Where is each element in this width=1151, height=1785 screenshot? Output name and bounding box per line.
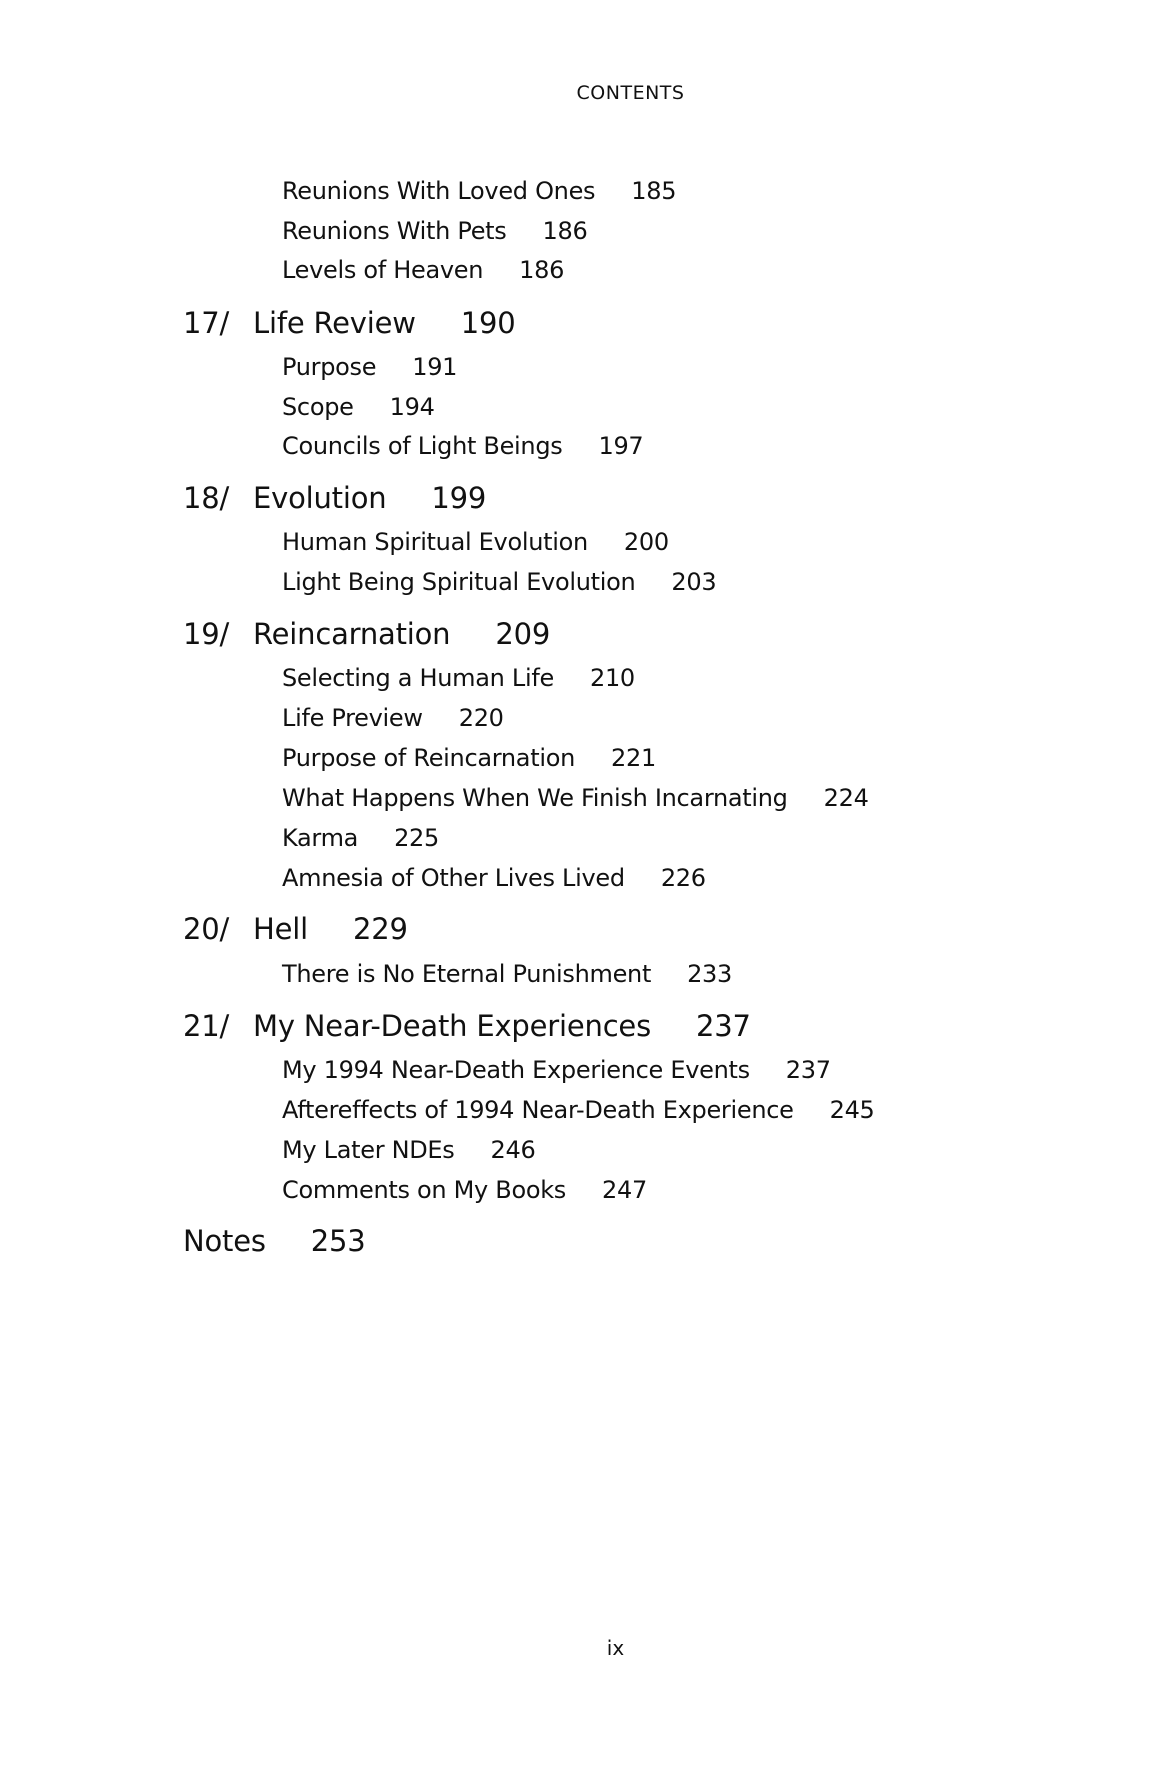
toc-subentry-title: Scope	[282, 393, 354, 421]
toc-chapter-entry[interactable]	[183, 306, 516, 340]
toc-subentry[interactable]	[282, 353, 457, 381]
toc-subentry[interactable]	[282, 960, 732, 988]
toc-subentry-title: Purpose of Reincarnation	[282, 744, 575, 772]
toc-subentry[interactable]	[282, 177, 676, 205]
toc-subentry[interactable]	[282, 784, 869, 812]
toc-subentry-title: Aftereffects of 1994 Near-Death Experience	[282, 1096, 794, 1124]
toc-chapter-page: 190	[460, 306, 516, 340]
toc-subentry-page: 237	[785, 1056, 831, 1084]
toc-chapter-entry[interactable]	[183, 481, 486, 515]
toc-notes-page: 253	[310, 1224, 366, 1258]
toc-subentry-page: 185	[631, 177, 677, 205]
toc-chapter-number: 18/	[183, 481, 230, 515]
page-number: ix	[606, 1636, 625, 1660]
toc-subentry[interactable]	[282, 824, 439, 852]
toc-chapter-page: 199	[431, 481, 487, 515]
toc-subentry-title: My Later NDEs	[282, 1136, 455, 1164]
toc-subentry[interactable]	[282, 256, 564, 284]
toc-subentry-page: 186	[519, 256, 565, 284]
running-head: CONTENTS	[576, 82, 685, 104]
toc-chapter-number: 19/	[183, 617, 230, 651]
toc-subentry-page: 200	[623, 528, 669, 556]
toc-chapter-title: Hell	[253, 912, 308, 946]
toc-chapter-title: Life Review	[253, 306, 416, 340]
toc-chapter-number: 17/	[183, 306, 230, 340]
toc-subentry-page: 194	[389, 393, 435, 421]
toc-subentry[interactable]	[282, 393, 435, 421]
toc-subentry-title: Comments on My Books	[282, 1176, 567, 1204]
toc-subentry-page: 245	[829, 1096, 875, 1124]
toc-subentry[interactable]	[282, 1056, 831, 1084]
toc-subentry[interactable]	[282, 664, 635, 692]
toc-chapter-page: 229	[352, 912, 408, 946]
toc-subentry-page: 191	[412, 353, 458, 381]
toc-subentry-title: Levels of Heaven	[282, 256, 484, 284]
toc-subentry-page: 226	[660, 864, 706, 892]
toc-chapter-entry[interactable]	[183, 1009, 751, 1043]
toc-subentry[interactable]	[282, 1176, 647, 1204]
toc-subentry-page: 210	[589, 664, 635, 692]
toc-subentry-title: Councils of Light Beings	[282, 432, 563, 460]
toc-subentry[interactable]	[282, 744, 656, 772]
toc-subentry-page: 197	[598, 432, 644, 460]
toc-notes-entry[interactable]	[183, 1224, 366, 1258]
toc-subentry-title: Karma	[282, 824, 359, 852]
toc-chapter-number: 20/	[183, 912, 230, 946]
toc-subentry[interactable]	[282, 568, 716, 596]
toc-chapter-entry[interactable]	[183, 617, 550, 651]
toc-subentry[interactable]	[282, 1096, 875, 1124]
toc-subentry[interactable]	[282, 864, 706, 892]
toc-subentry[interactable]	[282, 704, 504, 732]
toc-subentry-title: Reunions With Pets	[282, 217, 507, 245]
toc-subentry-title: There is No Eternal Punishment	[282, 960, 652, 988]
toc-subentry-title: Life Preview	[282, 704, 423, 732]
toc-subentry-page: 203	[671, 568, 717, 596]
toc-subentry-title: Selecting a Human Life	[282, 664, 554, 692]
toc-subentry-title: Human Spiritual Evolution	[282, 528, 588, 556]
toc-subentry-title: My 1994 Near-Death Experience Events	[282, 1056, 750, 1084]
toc-subentry-page: 221	[611, 744, 656, 772]
toc-chapter-title: Evolution	[253, 481, 387, 515]
toc-subentry[interactable]	[282, 1136, 535, 1164]
toc-chapter-page: 237	[695, 1009, 751, 1043]
toc-subentry-page: 220	[458, 704, 504, 732]
toc-subentry-page: 186	[542, 217, 588, 245]
toc-subentry-page: 225	[394, 824, 439, 852]
toc-subentry[interactable]	[282, 528, 669, 556]
toc-subentry-page: 246	[490, 1136, 536, 1164]
toc-subentry-title: What Happens When We Finish Incarnating	[282, 784, 788, 812]
toc-subentry-page: 233	[687, 960, 732, 988]
toc-subentry-title: Purpose	[282, 353, 377, 381]
toc-subentry[interactable]	[282, 217, 587, 245]
toc-subentry-title: Amnesia of Other Lives Lived	[282, 864, 625, 892]
toc-chapter-number: 21/	[183, 1009, 230, 1043]
toc-subentry-page: 247	[602, 1176, 647, 1204]
toc-subentry-title: Light Being Spiritual Evolution	[282, 568, 636, 596]
toc-notes-title: Notes	[183, 1224, 266, 1258]
toc-chapter-page: 209	[495, 617, 551, 651]
toc-subentry-title: Reunions With Loved Ones	[282, 177, 596, 205]
toc-chapter-title: Reincarnation	[253, 617, 451, 651]
toc-subentry[interactable]	[282, 432, 643, 460]
toc-chapter-entry[interactable]	[183, 912, 408, 946]
toc-subentry-page: 224	[823, 784, 869, 812]
toc-chapter-title: My Near-Death Experiences	[253, 1009, 651, 1043]
